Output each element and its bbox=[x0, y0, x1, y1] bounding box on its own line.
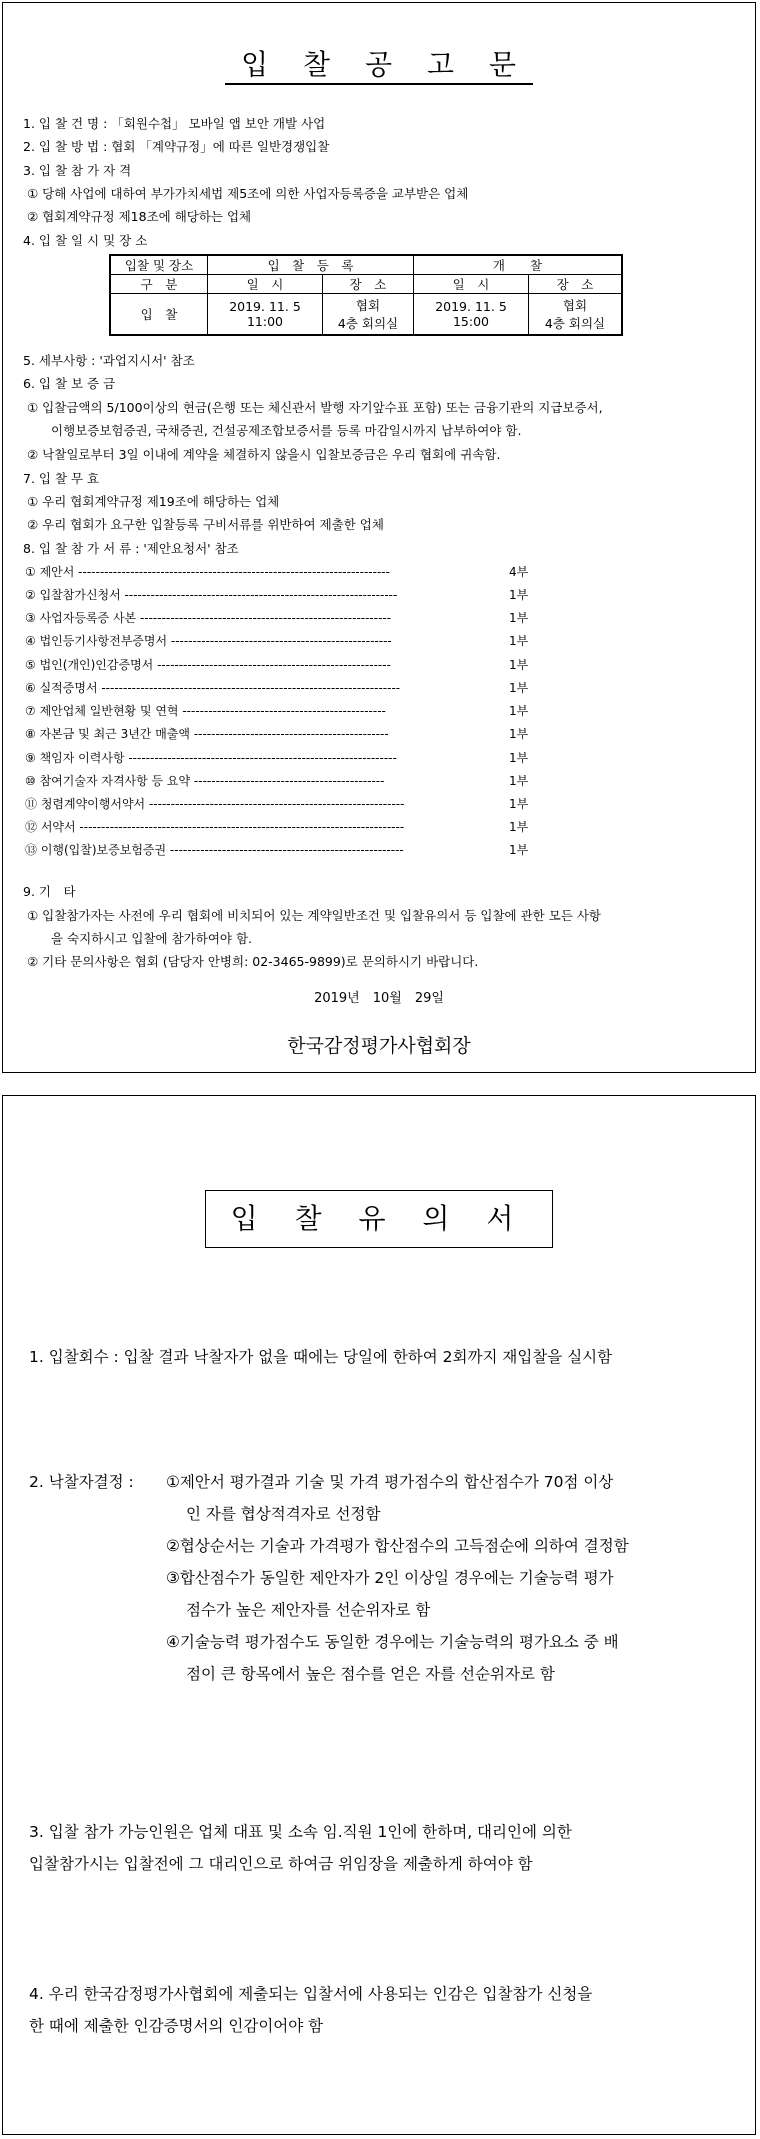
table-cell-open-datetime bbox=[414, 294, 529, 336]
table-cell-reg-datetime bbox=[208, 294, 323, 336]
open-time: 15:00 bbox=[452, 314, 490, 329]
table-header-open-datetime: 일 시 bbox=[414, 275, 529, 294]
notice-date: 2019년 10월 29일 bbox=[314, 991, 444, 1006]
instruction-item-4b: 한 때에 제출한 인감증명서의 인감이어야 함 bbox=[29, 2017, 324, 2035]
instruction-item-4a: 4. 우리 한국감정평가사협회에 제출되는 입찰서에 사용되는 인감은 입찰참가 신청을 bbox=[29, 1985, 593, 2003]
open-date: 2019. 11. 5 bbox=[435, 299, 507, 314]
notice-item-1: 1. 입 찰 건 명 : 「회원수첩」 모바일 앱 보안 개발 사업 bbox=[23, 116, 326, 131]
notice-item-2: 2. 입 찰 방 법 : 협회 「계약규정」에 따른 일반경쟁입찰 bbox=[23, 139, 330, 154]
notice-item-7: 7. 입 찰 무 효 bbox=[23, 471, 100, 486]
table-cell-reg-location bbox=[323, 294, 414, 336]
notice-item-9-2: ② 기타 문의사항은 협회 (담당자 안병희: 02-3465-9899)로 문의하시기 바랍니다. bbox=[27, 954, 479, 969]
table-header-registration: 입 찰 등 록 bbox=[208, 255, 414, 275]
notice-title: 입 찰 공 고 문 bbox=[3, 43, 755, 83]
bid-schedule-table bbox=[109, 254, 623, 336]
table-row-label: 입 찰 bbox=[110, 294, 208, 336]
bid-notice-page: 입 찰 공 고 문 1. 입 찰 건 명 : 「회원수첩」 모바일 앱 보안 개발 사업 2. 입 찰 방 법 : 협회 「계약규정」에 따른 일반경쟁입찰 3. 입 찰 참 가 자 격 ① 당해 사업에 대하여 부가가치세법 제5조에 의한 사업자등록증을 교부받은 업체 ② 협회계약규정 제18조에 해당하는 업체 4. 입 찰 일 시 및 장 소 입찰 및 장소 입 찰 등 록 개 찰 구 분 일 시 장 소 일 시 장 소 입 찰 2019. 11. 5 11:00 협회 4층 회의실 2019. 11. 5 15:00 협회 4층 회의실 5. 세부사항 : '과업지시서' 참조 6. 입 찰 보 증 금 ① 입찰금액의 5/100이상의 현금(은행 또는 체신관서 발행 자기앞수표 포함) 또는 금융기관의 지급보증서, 이행보증보험증권, 국채증권, 건설공제조합보증서를 등록 마감일시까지 납부하여야 함. ② 낙찰일로부터 3일 이내에 계약을 체결하지 않을시 입찰보증금은 우리 협회에 귀속함. 7. 입 찰 무 효 ① 우리 협회계약규정 제19조에 해당하는 업체 ② 우리 협회가 요구한 입찰등록 구비서류를 위반하여 제출한 업체 8. 입 찰 참 가 서 류 : '제안요청서' 참조 ① 제안서 ------------------------------------------------------------------------ 4부 ② 입찰참가신청서 --------------------------------------------------------------- 1부 ③ 사업자등록증 사본 ---------------------------------------------------------- 1부 ④ 법인등기사항전부증명서 --------------------------------------------------- 1부 ⑤ 법인(개인)인감증명서 ------------------------------------------------------ 1부 ⑥ 실적증명서 --------------------------------------------------------------------- 1부 ⑦ 제안업체 일반현황 및 연혁 ----------------------------------------------- 1부 ⑧ 자본금 및 최근 3년간 매출액 --------------------------------------------- 1부 ⑨ 책임자 이력사항 -------------------------------------------------------------- 1부 ⑩ 참여기술자 자격사항 등 요약 -------------------------------------------- 1부 ⑪ 청렴계약이행서약서 ----------------------------------------------------------- 1부 ⑫ 서약서 --------------------------------------------------------------------------- 1부 ⑬ 이행(입찰)보증보험증권 ------------------------------------------------------ 1부 9. 기 타 ① 입찰참가자는 사전에 우리 협회에 비치되어 있는 계약일반조건 및 입찰유의서 등 입찰에 관한 모든 사항 을 숙지하시고 입찰에 참가하여야 함. ② 기타 문의사항은 협회 (담당자 안병희: 02-3465-9899)로 문의하시기 바랍니다. 2019년 10월 29일 한국감정평가사협회장 bbox=[2, 2, 756, 1073]
reg-date: 2019. 11. 5 bbox=[229, 299, 301, 314]
bid-instructions-page bbox=[2, 1095, 756, 2135]
instruction-item-2-3a: ③합산점수가 동일한 제안자가 2인 이상일 경우에는 기술능력 평가 bbox=[166, 1569, 614, 1587]
table-cell-open-location bbox=[529, 294, 623, 336]
notice-item-4: 4. 입 찰 일 시 및 장 소 bbox=[23, 233, 148, 248]
instruction-item-1: 1. 입찰회수 : 입찰 결과 낙찰자가 없을 때에는 당일에 한하여 2회까지 재입찰을 실시함 bbox=[29, 1348, 613, 1366]
table-header-division: 구 분 bbox=[110, 275, 208, 294]
notice-item-3: 3. 입 찰 참 가 자 격 bbox=[23, 163, 132, 178]
reg-time: 11:00 bbox=[246, 314, 284, 329]
table-header-open-location: 장 소 bbox=[529, 275, 623, 294]
table-header-reg-location: 장 소 bbox=[323, 275, 414, 294]
instruction-item-2-1a: ①제안서 평가결과 기술 및 가격 평가점수의 합산점수가 70점 이상 bbox=[166, 1473, 614, 1491]
reg-location: 협회 bbox=[355, 298, 381, 313]
notice-item-9-1a: ① 입찰참가자는 사전에 우리 협회에 비치되어 있는 계약일반조건 및 입찰유의서 등 입찰에 관한 모든 사항 bbox=[27, 908, 601, 923]
instruction-item-3a: 3. 입찰 참가 가능인원은 업체 대표 및 소속 임.직원 1인에 한하며, 대리인에 의한 bbox=[29, 1823, 572, 1841]
instruction-item-2-2: ②협상순서는 기술과 가격평가 합산점수의 고득점순에 의하여 결정함 bbox=[166, 1537, 629, 1555]
notice-item-8: 8. 입 찰 참 가 서 류 : '제안요청서' 참조 bbox=[23, 541, 239, 556]
open-room: 4층 회의실 bbox=[544, 316, 606, 331]
table-header-opening: 개 찰 bbox=[414, 255, 623, 275]
instruction-item-2-1b: 인 자를 협상적격자로 선정함 bbox=[186, 1505, 381, 1523]
notice-item-9-1b: 을 숙지하시고 입찰에 참가하여야 함. bbox=[51, 931, 252, 946]
instruction-item-3b: 입찰참가시는 입찰전에 그 대리인으로 하여금 위임장을 제출하게 하여야 함 bbox=[29, 1855, 533, 1873]
instruction-item-2-3b: 점수가 높은 제안자를 선순위자로 함 bbox=[186, 1601, 431, 1619]
reg-room: 4층 회의실 bbox=[337, 316, 399, 331]
instruction-item-2-head: 2. 낙찰자결정 : bbox=[29, 1473, 134, 1491]
notice-item-9: 9. 기 타 bbox=[23, 884, 76, 899]
notice-item-3-2: ② 협회계약규정 제18조에 해당하는 업체 bbox=[27, 209, 252, 224]
instruction-item-2-4a: ④기술능력 평가점수도 동일한 경우에는 기술능력의 평가요소 중 배 bbox=[166, 1633, 619, 1651]
notice-item-6-1b: 이행보증보험증권, 국채증권, 건설공제조합보증서를 등록 마감일시까지 납부하여야 함. bbox=[51, 423, 522, 438]
notice-item-6: 6. 입 찰 보 증 금 bbox=[23, 376, 116, 391]
notice-item-7-1: ① 우리 협회계약규정 제19조에 해당하는 업체 bbox=[27, 494, 280, 509]
notice-item-7-2: ② 우리 협회가 요구한 입찰등록 구비서류를 위반하여 제출한 업체 bbox=[27, 517, 384, 532]
table-header-place: 입찰 및 장소 bbox=[110, 255, 208, 275]
table-header-reg-datetime: 일 시 bbox=[208, 275, 323, 294]
instruction-item-2-4b: 점이 큰 항목에서 높은 점수를 얻은 자를 선순위자로 함 bbox=[186, 1665, 555, 1683]
issuer-name: 한국감정평가사협회장 bbox=[287, 1035, 471, 1057]
notice-item-5: 5. 세부사항 : '과업지시서' 참조 bbox=[23, 353, 195, 368]
open-location: 협회 bbox=[562, 298, 588, 313]
notice-item-6-1a: ① 입찰금액의 5/100이상의 현금(은행 또는 체신관서 발행 자기앞수표 포함) 또는 금융기관의 지급보증서, bbox=[27, 400, 603, 415]
notice-item-6-2: ② 낙찰일로부터 3일 이내에 계약을 체결하지 않을시 입찰보증금은 우리 협회에 귀속함. bbox=[27, 447, 501, 462]
instructions-title: 입 찰 유 의 서 bbox=[205, 1190, 553, 1248]
notice-item-3-1: ① 당해 사업에 대하여 부가가치세법 제5조에 의한 사업자등록증을 교부받은 업체 bbox=[27, 186, 469, 201]
